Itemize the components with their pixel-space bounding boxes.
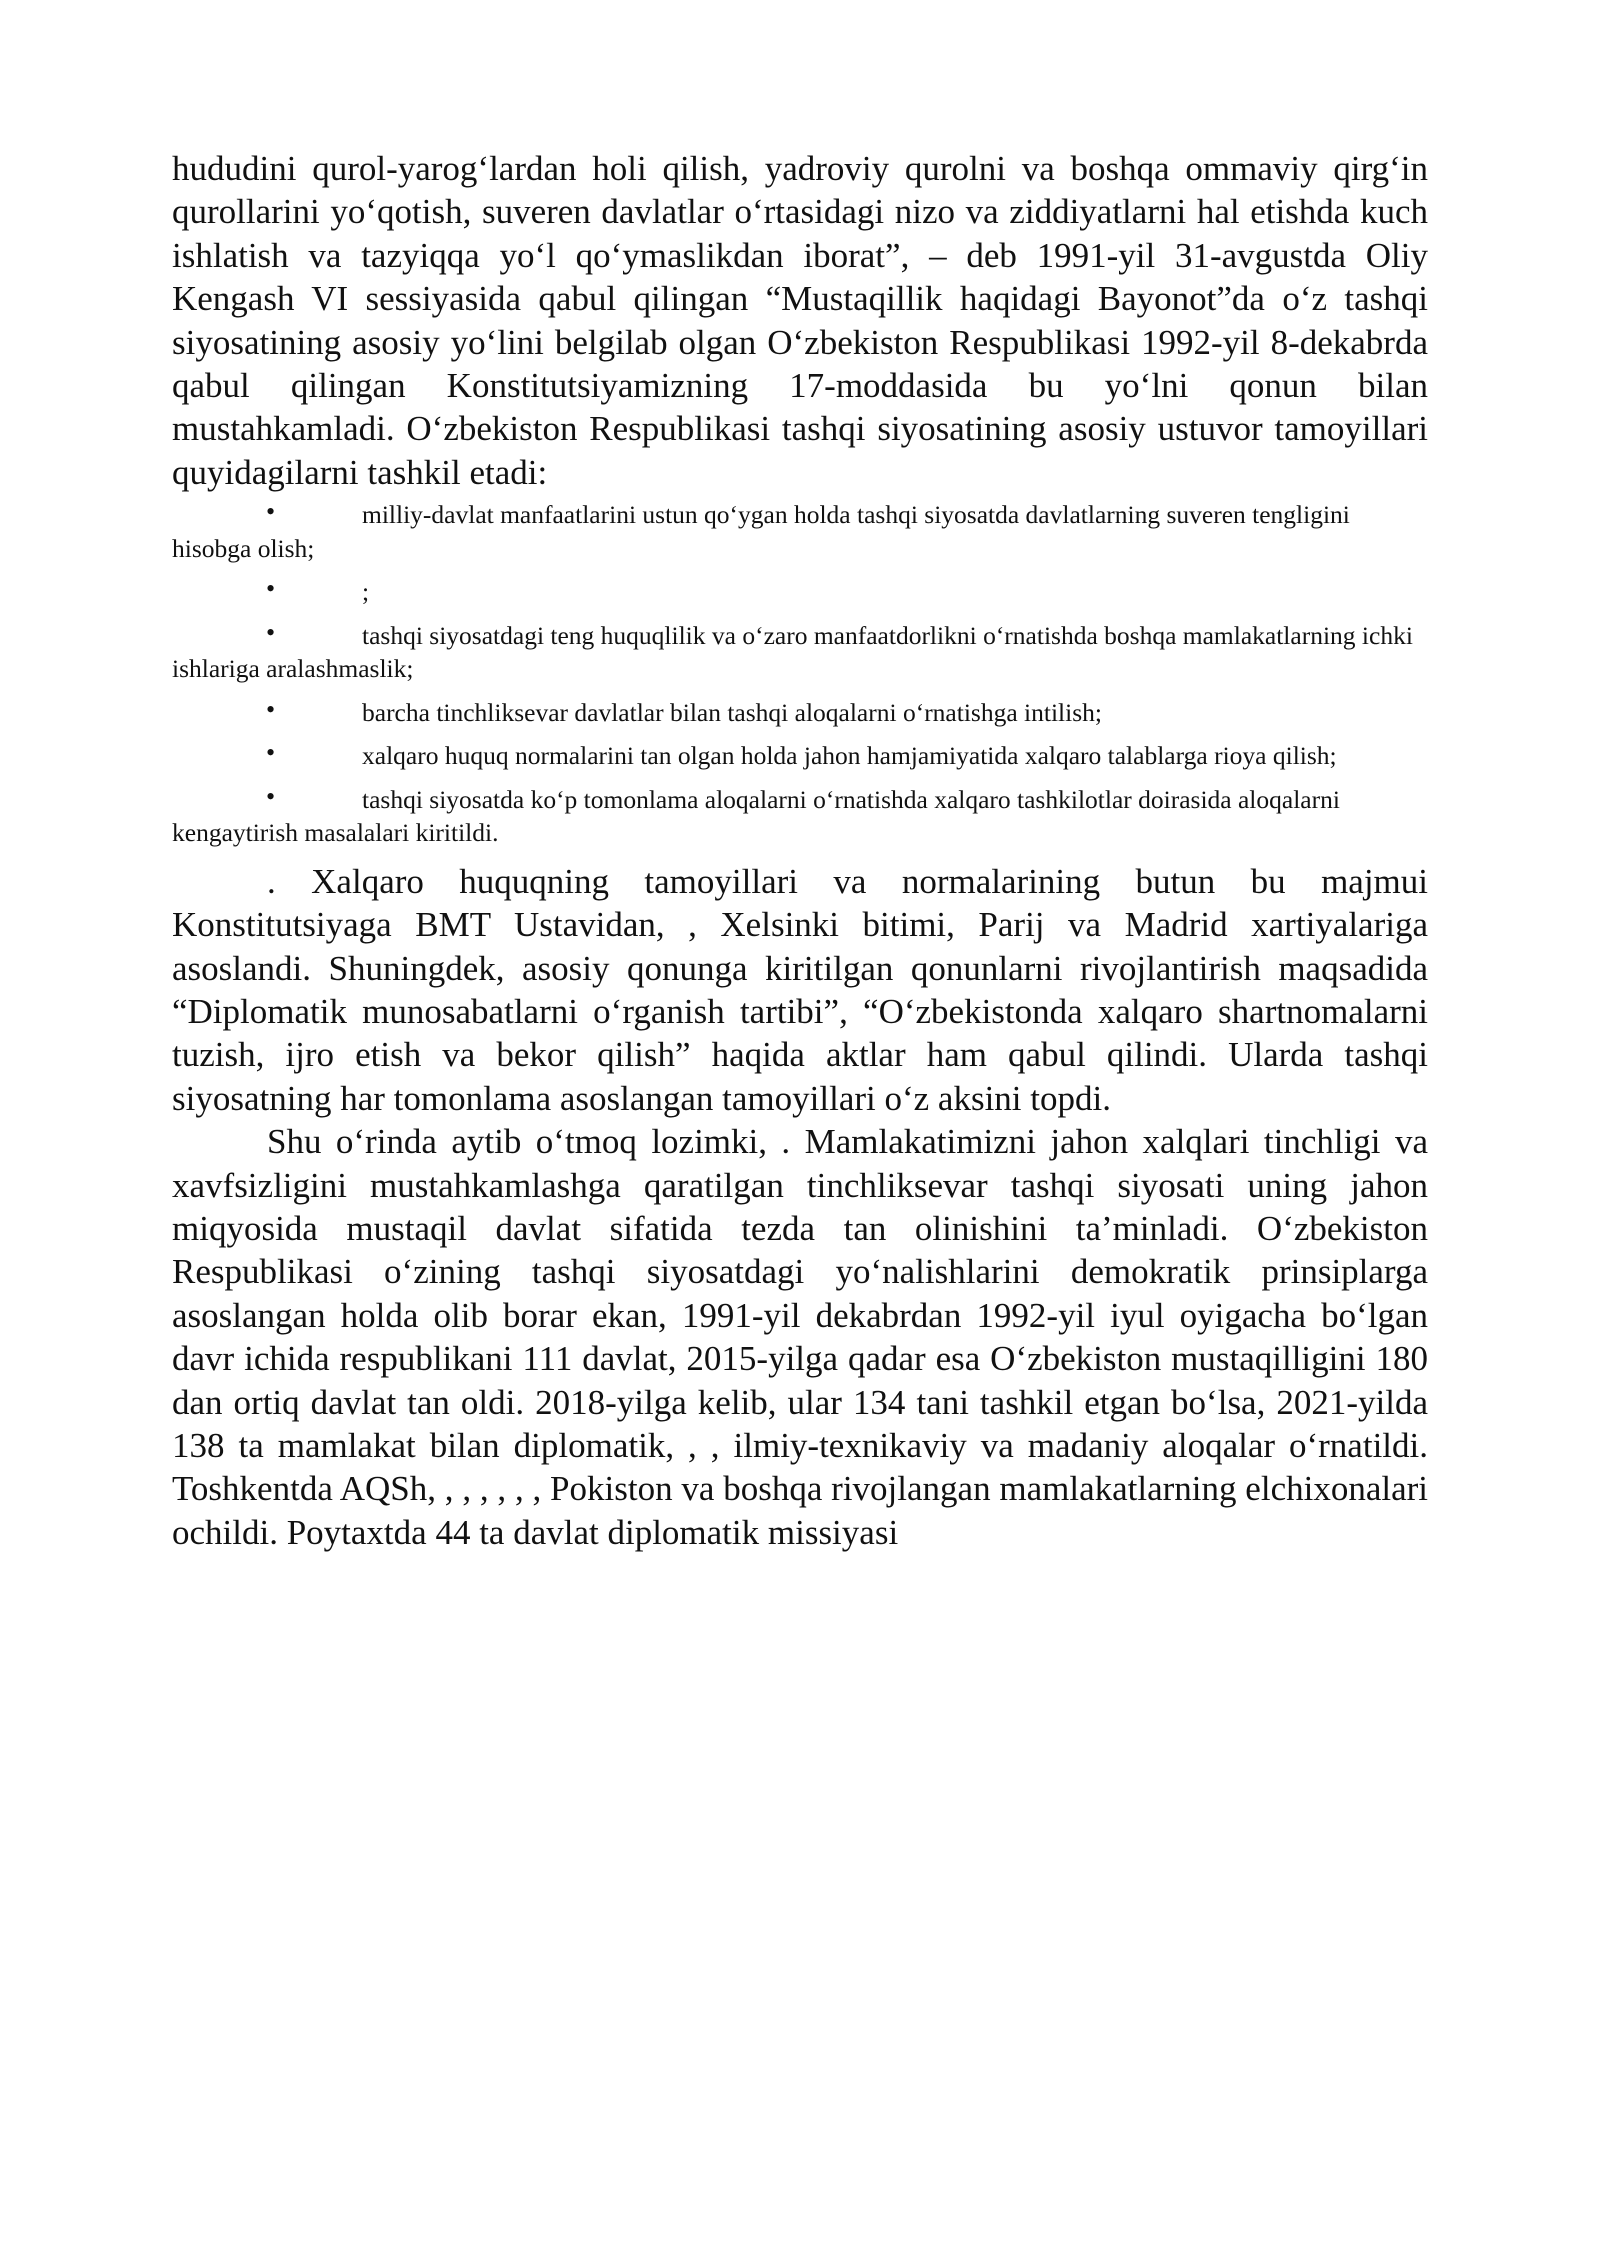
paragraph-diplomatic-recognition: Shu o‘rinda aytib o‘tmoq lozimki, . Mamlakatimizni jahon xalqlari tinchligi va xavfsizligini mustahkamlashga qaratilgan tinchliksevar tashqi siyosati uning jahon miqyosida mustaqil davlat sifatida tezda tan olinishini ta’minladi. O‘zbekiston Respublikasi o‘zining tashqi siyosatdagi yo‘nalishlarini demokratik prinsiplarga asoslangan holda olib borar ekan, 1991-yil dekabrdan 1992-yil iyul oyigacha bo‘lgan davr ichida respublikani 111 davlat, 2015-yilga qadar esa O‘zbekiston mustaqilligini 180 dan ortiq davlat tan oldi. 2018-yilga kelib, ular 134 tani tashkil etgan bo‘lsa, 2021-yilda 138 ta mamlakat bilan diplomatik, , , ilmiy-texnikaviy va madaniy aloqalar o‘rnatildi. Toshkentda AQSh, , , , , , , Pokiston va boshqa rivojlangan mamlakatlarning elchixonalari ochildi. Poytaxtda 44 ta davlat diplomatik missiyasi	[172, 1122, 1428, 1552]
list-item-text: ;	[362, 577, 370, 607]
list-item	[172, 498, 1428, 565]
bullet-icon: •	[266, 497, 276, 527]
list-item-text: tashqi siyosatdagi teng huquqlilik va o‘zaro manfaatdorlikni o‘rnatishda boshqa mamlakatlarning ichki ishlariga aralashmaslik;	[172, 620, 1413, 684]
bullet-icon: •	[266, 781, 276, 811]
principles-list	[172, 498, 1428, 850]
list-item	[172, 739, 1428, 773]
list-item	[172, 619, 1428, 686]
list-item	[172, 783, 1428, 850]
document-body	[172, 147, 1428, 1554]
list-item-text: xalqaro huquq normalarini tan olgan holda jahon hamjamiyatida xalqaro talablarga rioya qilish;	[362, 741, 1337, 771]
paragraph-intro: hududini qurol-yarog‘lardan holi qilish, yadroviy qurolni va boshqa ommaviy qirg‘in qurollarini yo‘qotish, suveren davlatlar o‘rtasidagi nizo va ziddiyatlarni hal etishda kuch ishlatish va tazyiqqa yo‘l qo‘ymaslikdan iborat”, – deb 1991-yil 31-avgustda Oliy Kengash VI sessiyasida qabul qilingan “Mustaqillik haqidagi Bayonot”da o‘z tashqi siyosatining asosiy yo‘lini belgilab olgan O‘zbekiston Respublikasi 1992-yil 8-dekabrda qabul qilingan Konstitutsiyamizning 17-moddasida bu yo‘lni qonun bilan mustahkamladi. O‘zbekiston Respublikasi tashqi siyosatining asosiy ustuvor tamoyillari quyidagilarni tashkil etadi:	[172, 149, 1428, 492]
list-item-text: milliy-davlat manfaatlarini ustun qo‘ygan holda tashqi siyosatda davlatlarning suveren tengligini hisobga olish;	[172, 500, 1350, 563]
list-item	[172, 696, 1428, 730]
list-item	[172, 575, 1428, 609]
list-item-text: barcha tinchliksevar davlatlar bilan tashqi aloqalarni o‘rnatishga intilish;	[362, 697, 1102, 727]
bullet-icon: •	[266, 574, 276, 604]
bullet-icon: •	[266, 738, 276, 768]
list-item-text: tashqi siyosatda ko‘p tomonlama aloqalarni o‘rnatishda xalqaro tashkilotlar doirasida aloqalarni kengaytirish masalalari kiritildi.	[172, 784, 1340, 848]
paragraph-legal-basis: . Xalqaro huquqning tamoyillari va normalarining butun bu majmui Konstitutsiyaga BMT Ustavidan, , Xelsinki bitimi, Parij va Madrid xartiyalariga asoslandi. Shuningdek, asosiy qonunga kiritilgan qonunlarni rivojlantirish maqsadida “Diplomatik munosabatlarni o‘rganish tartibi”, “O‘zbekistonda xalqaro shartnomalarni tuzish, ijro etish va bekor qilish” haqida aktlar ham qabul qilindi. Ularda tashqi siyosatning har tomonlama asoslangan tamoyillari o‘z aksini topdi.	[172, 861, 1428, 1118]
bullet-icon: •	[266, 617, 276, 647]
bullet-icon: •	[266, 694, 276, 724]
